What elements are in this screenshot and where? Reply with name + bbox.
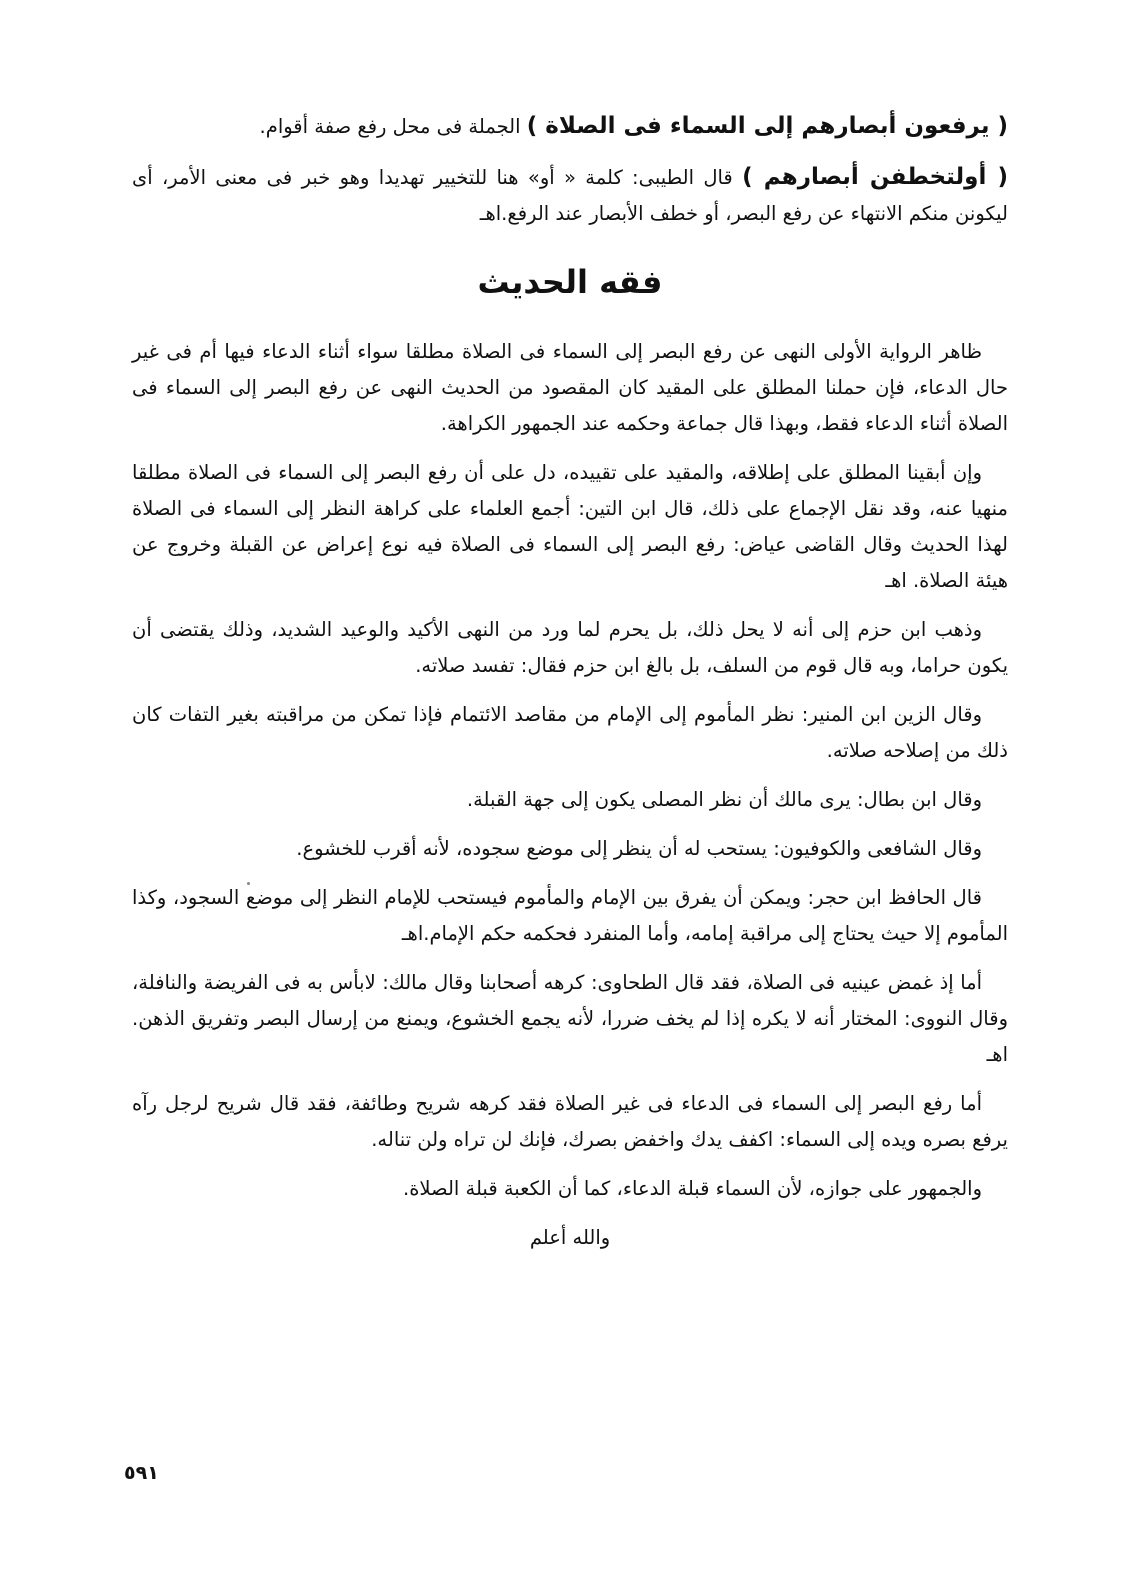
- paragraph: أما رفع البصر إلى السماء فى الدعاء فى غير الصلاة فقد كرهه شريح وطائفة، فقد قال شريح لرجل رآه يرفع بصره ويده إلى السماء: اكفف يدك واخفض بصرك، فإنك لن تراه ولن تناله.: [132, 1092, 1008, 1151]
- paragraph: قال الحافظ ابن حجر: ويمكن أن يفرق بين الإمام والمأموم فيستحب للإمام النظر إلى موضع السجود، وكذا المأموم إلا حيث يحتاج إلى مراقبة إمامه، وأما المنفرد فحكمه حكم الإمام.اهـ: [132, 886, 1008, 945]
- closing-phrase: والله أعلم: [529, 1226, 611, 1249]
- gloss-head: ( أولتخطفن أبصارهم ): [742, 164, 1008, 190]
- paragraph: والجمهور على جوازه، لأن السماء قبلة الدعاء، كما أن الكعبة قبلة الصلاة.: [403, 1177, 982, 1200]
- page-body: [132, 108, 1008, 1256]
- section-title: فقه الحديث: [477, 263, 663, 301]
- paragraph: وقال الزين ابن المنير: نظر المأموم إلى الإمام من مقاصد الائتمام فإذا تمكن من مراقبته بغير التفات كان ذلك من إصلاحه صلاته.: [132, 703, 1008, 762]
- gloss-text: الجملة فى محل رفع صفة أقوام.: [259, 115, 521, 138]
- page-number: ٥٩١: [124, 1462, 159, 1484]
- paragraph: وقال ابن بطال: يرى مالك أن نظر المصلى يكون إلى جهة القبلة.: [466, 788, 982, 811]
- gloss-head: ( يرفعون أبصارهم إلى السماء فى الصلاة ): [526, 113, 1008, 139]
- paragraph: وقال الشافعى والكوفيون: يستحب له أن ينظر إلى موضع سجوده، لأنه أقرب للخشوع.: [296, 837, 982, 860]
- gloss-text: قال الطيبى: كلمة « أو» هنا للتخيير تهديدا وهو خبر فى معنى الأمر، أى ليكونن منكم الانتهاء عن رفع البصر، أو خطف الأبصار عند الرفع.اهـ: [132, 166, 1008, 225]
- gloss-entry: [132, 108, 1008, 145]
- paragraph: وذهب ابن حزم إلى أنه لا يحل ذلك، بل يحرم لما ورد من النهى الأكيد والوعيد الشديد، وذلك يقتضى أن يكون حراما، وبه قال قوم من السلف، بل بالغ ابن حزم فقال: تفسد صلاته.: [132, 618, 1008, 677]
- paragraph: وإن أبقينا المطلق على إطلاقه، والمقيد على تقييده، دل على أن رفع البصر إلى السماء فى الصلاة مطلقا منهيا عنه، وقد نقل الإجماع على ذلك، قال ابن التين: أجمع العلماء على كراهة النظر إلى السماء فى الصلاة لهذا الحديث وقال القاضى عياض: رفع البصر إلى السماء فى الصلاة فيه نوع إعراض عن القبلة وخروج عن هيئة الصلاة. اهـ: [132, 461, 1008, 592]
- paragraph: ظاهر الرواية الأولى النهى عن رفع البصر إلى السماء فى الصلاة مطلقا سواء أثناء الدعاء فيها أم فى غير حال الدعاء، فإن حملنا المطلق على المقيد كان المقصود من الحديث النهى عن رفع البصر إلى السماء فى الصلاة أثناء الدعاء فقط، وبهذا قال جماعة وحكمه عند الجمهور الكراهة.: [132, 340, 1008, 435]
- paragraph: أما إذ غمض عينيه فى الصلاة، فقد قال الطحاوى: كرهه أصحابنا وقال مالك: لابأس به فى الفريضة والنافلة، وقال النووى: المختار أنه لا يكره إذا لم يخف ضررا، لأنه يجمع الخشوع، ويمنع من إرسال البصر وتفريق الذهن. اهـ: [132, 971, 1008, 1066]
- gloss-entry: [132, 159, 1008, 232]
